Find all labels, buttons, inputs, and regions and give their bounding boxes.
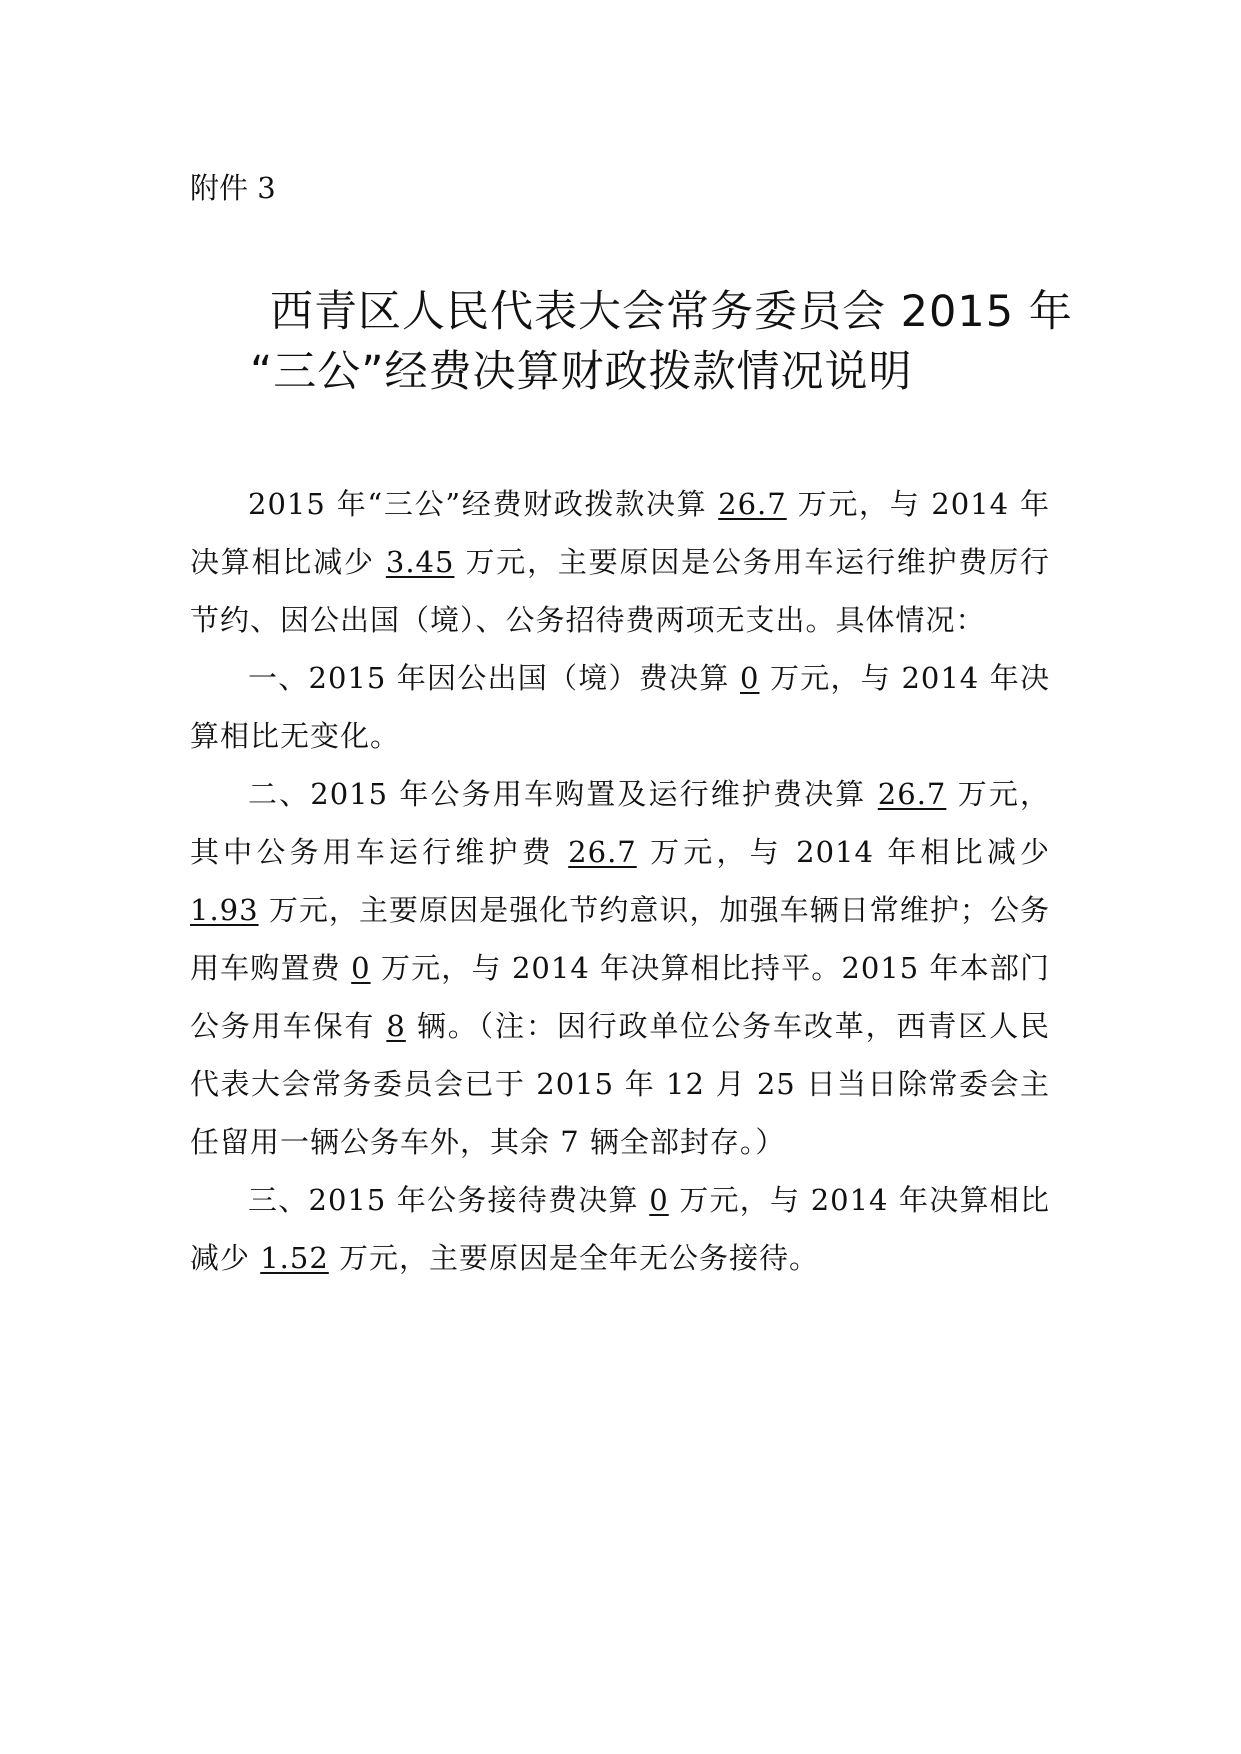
p2-vehicle-total-amount: 26.7 (877, 777, 947, 811)
p1-text-1: 一、2015 年因公出国（境）费决算 (248, 661, 741, 695)
intro-text-2: 万元，与 2014 年决算相比减少 (190, 487, 1050, 579)
p2-text-6: 辆。（注：因行政单位公务车改革，西青区人民代表大会常务委员会已于 2015 年 12 月 25 日当日除常委会主任留用一辆公务车外，其余 7 辆全部封存。） (190, 1009, 1050, 1159)
p1-text-2: 万元，与 2014 年决算相比无变化。 (190, 661, 1050, 753)
p2-vehicle-count: 8 (386, 1009, 406, 1043)
intro-text-3: 万元，主要原因是公务用车运行维护费厉行节约、因公出国（境）、公务招待费两项无支出。具体情况： (190, 545, 1050, 637)
p2-purchase-amount: 0 (351, 951, 371, 985)
attachment-label: 附件 3 (190, 171, 276, 205)
p2-text-2: 万元，其中公务用车运行维护费 (190, 777, 1050, 869)
paragraph-vehicles (190, 765, 1050, 1171)
document-body (190, 475, 1050, 1287)
p3-text-1: 三、2015 年公务接待费决算 (248, 1183, 650, 1217)
document-title (250, 282, 1073, 402)
p2-maintenance-amount: 26.7 (568, 835, 637, 869)
paragraph-reception (190, 1171, 1050, 1287)
intro-total-amount: 26.7 (718, 487, 787, 521)
p3-decrease-amount: 1.52 (260, 1241, 329, 1275)
p3-text-3: 万元，主要原因是全年无公务接待。 (328, 1241, 820, 1275)
intro-text-1: 2015 年“三公”经费财政拨款决算 (248, 487, 719, 521)
p2-decrease-amount: 1.93 (190, 893, 259, 927)
p2-text-4: 万元，主要原因是强化节约意识，加强车辆日常维护；公务用车购置费 (190, 893, 1050, 985)
intro-decrease-amount: 3.45 (385, 545, 455, 579)
p2-text-3: 万元，与 2014 年相比减少 (636, 835, 1050, 869)
paragraph-overseas (190, 649, 1050, 765)
title-line-2: “三公”经费决算财政拨款情况说明 (250, 347, 913, 397)
p3-text-2: 万元，与 2014 年决算相比减少 (190, 1183, 1050, 1275)
p2-text-1: 二、2015 年公务用车购置及运行维护费决算 (248, 777, 878, 811)
p1-overseas-amount: 0 (740, 661, 760, 695)
title-line-1: 西青区人民代表大会常务委员会 2015 年 (270, 287, 1073, 337)
p3-reception-amount: 0 (649, 1183, 669, 1217)
p2-text-5: 万元，与 2014 年决算相比持平。2015 年本部门公务用车保有 (190, 951, 1051, 1043)
paragraph-intro (190, 475, 1050, 649)
